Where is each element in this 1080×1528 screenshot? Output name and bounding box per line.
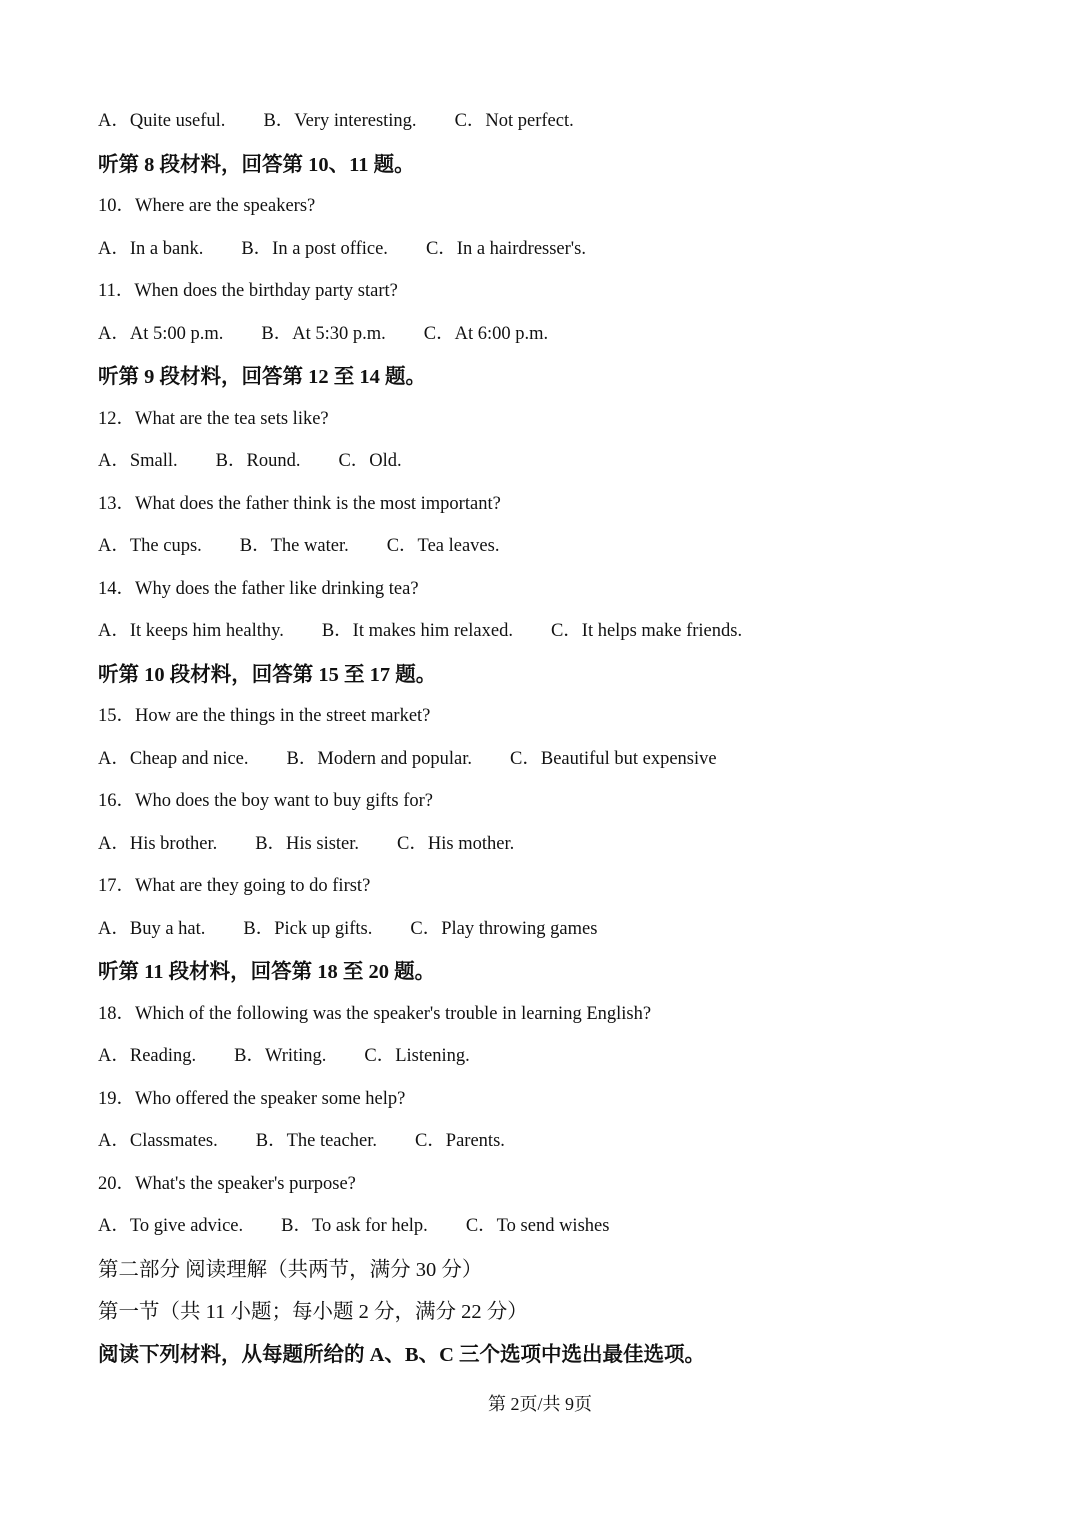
option-c: C．Parents. bbox=[414, 1131, 505, 1151]
option-c: C．At 6:00 p.m. bbox=[423, 324, 549, 344]
part-heading: 第二部分 阅读理解（共两节，满分 30 分） bbox=[98, 1259, 483, 1281]
option-c: C．Not perfect. bbox=[454, 111, 574, 131]
option-a: A．To give advice. bbox=[98, 1216, 244, 1236]
section-header: 听第 11 段材料，回答第 18 至 20 题。 bbox=[98, 961, 436, 983]
option-c: C．It helps make friends. bbox=[550, 621, 743, 641]
question-text: 11．When does the birthday party start? bbox=[98, 281, 398, 301]
option-a: A．The cups. bbox=[98, 536, 202, 556]
question-text: 14．Why does the father like drinking tea? bbox=[98, 579, 419, 599]
part-heading: 第一节（共 11 小题；每小题 2 分，满分 22 分） bbox=[98, 1301, 528, 1323]
option-a: A．Buy a hat. bbox=[98, 919, 206, 939]
option-b: B．In a post office. bbox=[241, 239, 388, 259]
option-b: B．Round. bbox=[215, 451, 301, 471]
option-a: A．Cheap and nice. bbox=[98, 749, 249, 769]
answer-options bbox=[98, 109, 574, 133]
section-header: 听第 10 段材料，回答第 15 至 17 题。 bbox=[98, 664, 437, 686]
answer-options bbox=[98, 534, 499, 558]
answer-options bbox=[98, 449, 402, 473]
question-text: 12．What are the tea sets like? bbox=[98, 409, 329, 429]
option-c: C．To send wishes bbox=[465, 1216, 610, 1236]
option-b: B．It makes him relaxed. bbox=[321, 621, 513, 641]
section-header: 听第 8 段材料，回答第 10、11 题。 bbox=[98, 154, 415, 176]
answer-options bbox=[98, 1129, 505, 1153]
option-a: A．At 5:00 p.m. bbox=[98, 324, 224, 344]
option-a: A．In a bank. bbox=[98, 239, 204, 259]
question-text: 13．What does the father think is the most important? bbox=[98, 494, 501, 514]
option-c: C．In a hairdresser's. bbox=[425, 239, 586, 259]
option-b: B．His sister. bbox=[255, 834, 360, 854]
answer-options bbox=[98, 832, 514, 856]
option-c: C．Old. bbox=[338, 451, 402, 471]
answer-options bbox=[98, 747, 717, 771]
option-b: B．Very interesting. bbox=[263, 111, 417, 131]
option-b: B．Pick up gifts. bbox=[243, 919, 373, 939]
question-text: 10．Where are the speakers? bbox=[98, 196, 316, 216]
answer-options bbox=[98, 322, 548, 346]
answer-options bbox=[98, 1044, 470, 1068]
option-b: B．Modern and popular. bbox=[286, 749, 473, 769]
option-c: C．Tea leaves. bbox=[386, 536, 500, 556]
answer-options bbox=[98, 237, 586, 261]
answer-options bbox=[98, 1214, 609, 1238]
section-header: 听第 9 段材料，回答第 12 至 14 题。 bbox=[98, 366, 426, 388]
option-a: A．Classmates. bbox=[98, 1131, 218, 1151]
option-a: A．It keeps him healthy. bbox=[98, 621, 284, 641]
option-c: C．His mother. bbox=[397, 834, 515, 854]
answer-options bbox=[98, 619, 742, 643]
option-c: C．Beautiful but expensive bbox=[510, 749, 717, 769]
option-a: A．Small. bbox=[98, 451, 178, 471]
option-b: B．Writing. bbox=[234, 1046, 327, 1066]
option-b: B．The teacher. bbox=[255, 1131, 377, 1151]
question-text: 19．Who offered the speaker some help? bbox=[98, 1089, 406, 1109]
option-c: C．Play throwing games bbox=[410, 919, 598, 939]
option-c: C．Listening. bbox=[364, 1046, 470, 1066]
option-a: A．His brother. bbox=[98, 834, 218, 854]
question-text: 18．Which of the following was the speaker's trouble in learning English? bbox=[98, 1004, 652, 1024]
question-text: 20．What's the speaker's purpose? bbox=[98, 1174, 356, 1194]
option-a: A．Reading. bbox=[98, 1046, 197, 1066]
question-text: 15．How are the things in the street market? bbox=[98, 706, 431, 726]
answer-options bbox=[98, 917, 597, 941]
option-b: B．At 5:30 p.m. bbox=[261, 324, 386, 344]
option-b: B．To ask for help. bbox=[281, 1216, 428, 1236]
option-a: A．Quite useful. bbox=[98, 111, 226, 131]
option-b: B．The water. bbox=[239, 536, 349, 556]
section-header: 阅读下列材料，从每题所给的 A、B、C 三个选项中选出最佳选项。 bbox=[98, 1344, 706, 1366]
question-text: 17．What are they going to do first? bbox=[98, 876, 371, 896]
page-footer: 第 2页/共 9页 bbox=[487, 1394, 592, 1414]
question-text: 16．Who does the boy want to buy gifts for? bbox=[98, 791, 433, 811]
